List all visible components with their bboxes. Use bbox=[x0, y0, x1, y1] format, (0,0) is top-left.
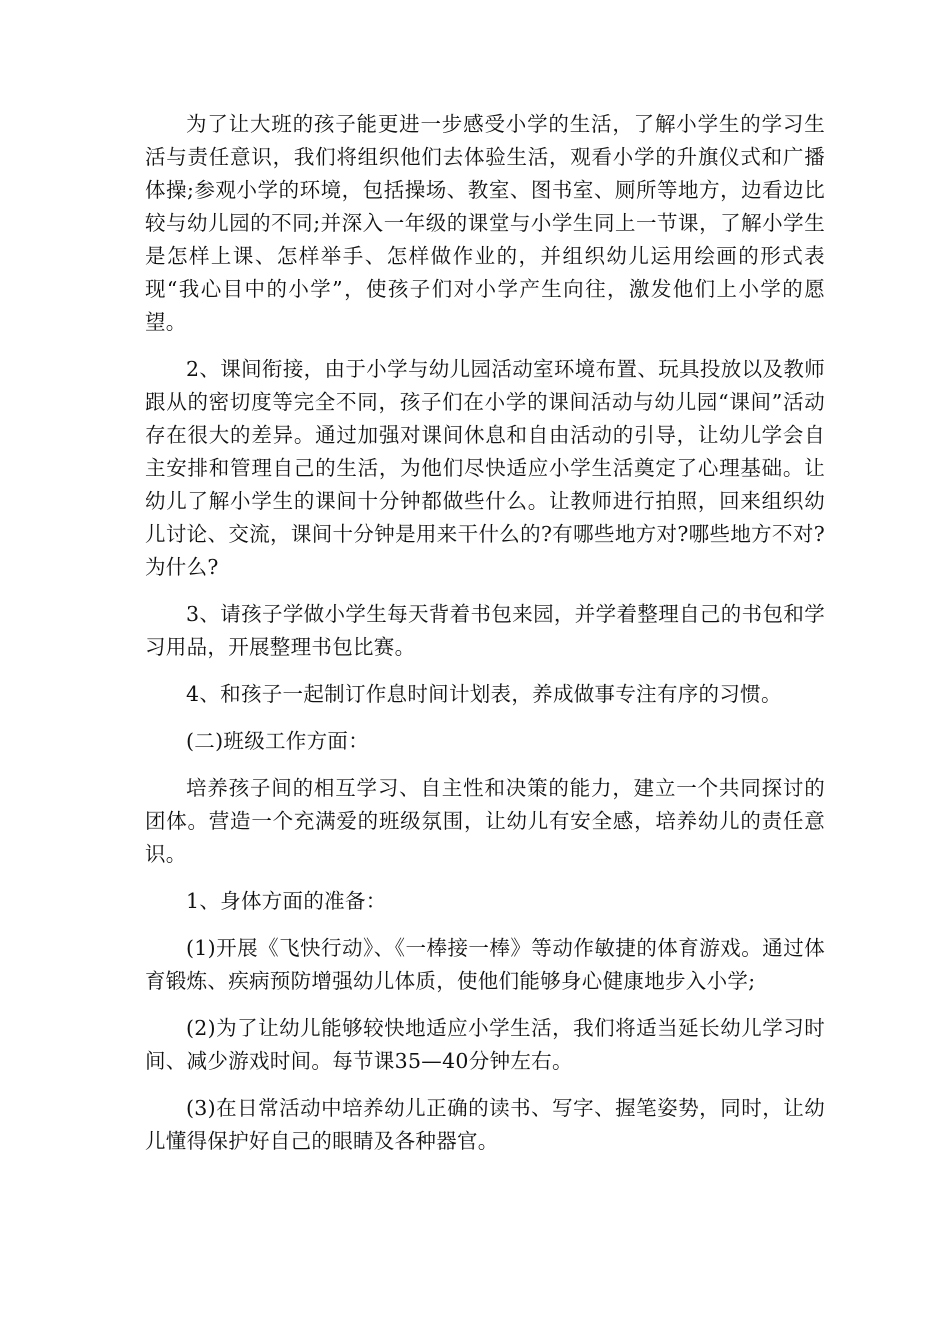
paragraph-9: (2)为了让幼儿能够较快地适应小学生活，我们将适当延长幼儿学习时间、减少游戏时间。每节课35—40分钟左右。 bbox=[145, 1016, 825, 1073]
paragraph-2: 2、课间衔接，由于小学与幼儿园活动室环境布置、玩具投放以及教师跟从的密切度等完全不同，孩子们在小学的课间活动与幼儿园“课间”活动存在很大的差异。通过加强对课间休息和自由活动的引导，让幼儿学会自主安排和管理自己的生活，为他们尽快适应小学生活奠定了心理基础。让幼儿了解小学生的课间十分钟都做些什么。让教师进行拍照，回来组织幼儿讨论、交流，课间十分钟是用来干什么的?有哪些地方对?哪些地方不对?为什么? bbox=[145, 357, 825, 579]
document-body bbox=[145, 108, 825, 1172]
subheading-physical-preparation: 1、身体方面的准备： bbox=[186, 889, 387, 913]
paragraph-4: 4、和孩子一起制订作息时间计划表，养成做事专注有序的习惯。 bbox=[186, 682, 782, 706]
paragraph-3: 3、请孩子学做小学生每天背着书包来园，并学着整理自己的书包和学习用品，开展整理书包比赛。 bbox=[145, 602, 825, 659]
paragraph-10: (3)在日常活动中培养幼儿正确的读书、写字、握笔姿势，同时，让幼儿懂得保护好自己的眼睛及各种器官。 bbox=[145, 1096, 825, 1153]
paragraph-1: 为了让大班的孩子能更进一步感受小学的生活，了解小学生的学习生活与责任意识，我们将组织他们去体验生活，观看小学的升旗仪式和广播体操;参观小学的环境，包括操场、教室、图书室、厕所等地方，边看边比较与幼儿园的不同;并深入一年级的课堂与小学生同上一节课，了解小学生是怎样上课、怎样举手、怎样做作业的，并组织幼儿运用绘画的形式表现“我心目中的小学”，使孩子们对小学产生向往，激发他们上小学的愿望。 bbox=[145, 112, 825, 334]
section-heading-class-work: (二)班级工作方面： bbox=[186, 729, 369, 753]
paragraph-8: (1)开展《飞快行动》、《一棒接一棒》等动作敏捷的体育游戏。通过体育锻炼、疾病预防增强幼儿体质，使他们能够身心健康地步入小学; bbox=[145, 936, 825, 993]
paragraph-6: 培养孩子间的相互学习、自主性和决策的能力，建立一个共同探讨的团体。营造一个充满爱的班级氛围，让幼儿有安全感，培养幼儿的责任意识。 bbox=[145, 776, 825, 866]
